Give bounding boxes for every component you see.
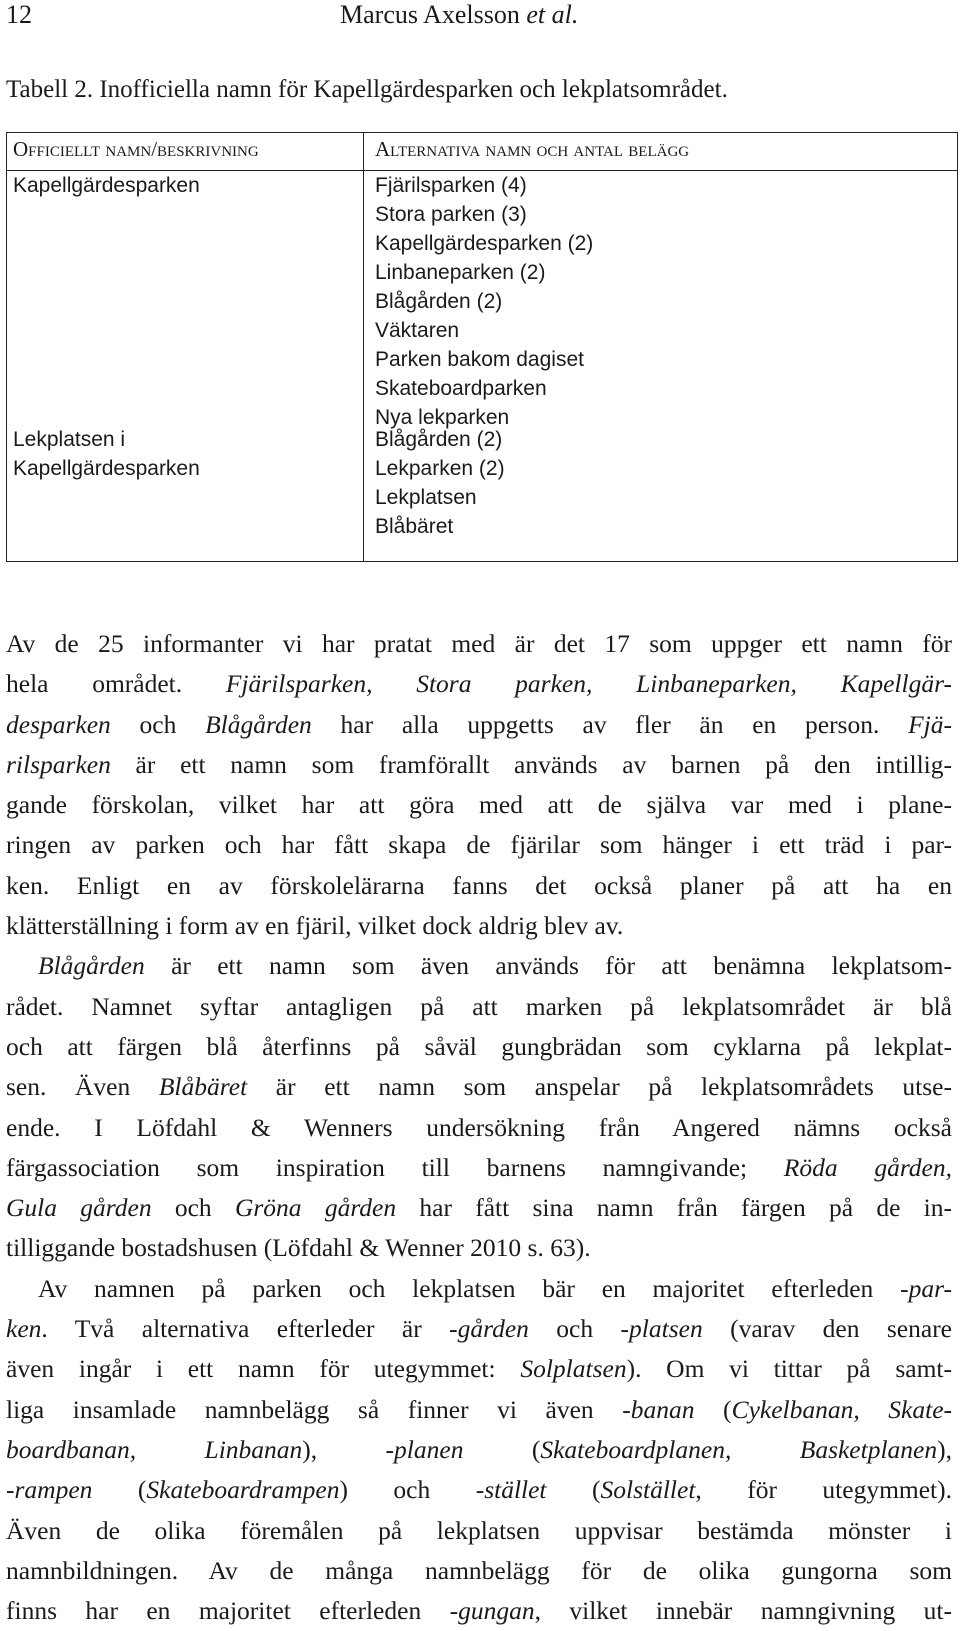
text-run: och att färgen blå återfinns på såväl gungbrädan som cyklarna på lekplat-	[6, 1031, 952, 1061]
text-run: ). Om vi tittar på samt-	[626, 1354, 952, 1384]
text-run: namnbildningen. Av de många namnbelägg för de olika gungorna som	[6, 1555, 952, 1585]
text-run: ken. Enligt en av förskolelärarna fanns det också planer på att ha en	[6, 870, 952, 900]
body-line	[6, 1228, 952, 1268]
italic-term: desparken	[6, 709, 111, 739]
alternative-name: Skateboardparken	[375, 377, 547, 400]
body-line	[6, 825, 952, 865]
body-line	[6, 1511, 952, 1551]
body-line	[6, 1470, 952, 1510]
text-run: klätterställning i form av en fjäril, vilket dock aldrig blev av.	[6, 911, 624, 941]
alternative-name: Parken bakom dagiset	[375, 348, 584, 371]
italic-term: Blåbäret	[158, 1072, 248, 1102]
italic-term: Fjä-	[908, 709, 952, 739]
italic-term: boardbanan, Linbanan	[6, 1434, 303, 1464]
italic-term: Gröna gården	[234, 1193, 397, 1223]
italic-term: par-	[908, 1273, 952, 1303]
text-run: har fått sina namn från färgen på de in-	[396, 1193, 952, 1223]
table-cell-official	[13, 171, 200, 200]
table-cell-alternatives	[375, 425, 505, 541]
text-run: Av de 25 informanter vi har pratat med är det 17 som uppger ett namn för	[6, 629, 952, 658]
table-cell-alternatives	[375, 171, 593, 432]
text-run: ),	[937, 1434, 952, 1464]
italic-term: rilsparken	[6, 749, 111, 779]
text-run: ), -	[302, 1434, 395, 1464]
text-run: finns har en majoritet efterleden -	[6, 1596, 459, 1626]
text-run: . Två alternativa efterleder är -	[41, 1314, 458, 1344]
official-name-line: Kapellgärdesparken	[13, 174, 200, 197]
text-run: och -	[528, 1314, 630, 1344]
page-number: 12	[6, 0, 32, 29]
text-run: rådet. Namnet syftar antagligen på att marken på lekplatsområdet är blå	[6, 991, 952, 1021]
text-run: och	[151, 1193, 235, 1223]
alternative-name: Fjärilsparken (4)	[375, 174, 527, 197]
body-line	[6, 1027, 952, 1067]
body-line	[6, 1148, 952, 1188]
alternative-name: Lekplatsen	[375, 486, 477, 509]
body-line	[6, 1430, 952, 1470]
italic-term: planen	[394, 1434, 464, 1464]
column-divider	[363, 133, 364, 561]
running-header	[6, 0, 946, 34]
text-run: har alla uppgetts av fler än en person.	[311, 709, 909, 739]
italic-term: Cykelbanan, Skate-	[731, 1394, 953, 1424]
body-line	[6, 664, 952, 704]
text-run: -	[6, 1475, 15, 1505]
body-line	[6, 1591, 952, 1631]
body-line	[6, 987, 952, 1027]
text-run: sen. Även	[6, 1072, 159, 1102]
text-run: är ett namn som även används för att benämna lekplatsom-	[144, 951, 952, 981]
body-line	[6, 1108, 952, 1148]
text-run: ) och -	[339, 1475, 485, 1505]
italic-term: ken	[6, 1314, 42, 1344]
table-caption: Tabell 2. Inofficiella namn för Kapellgärdesparken och lekplatsområdet.	[6, 76, 728, 103]
table-header-row	[7, 133, 957, 171]
text-run: Av namnen på parken och lekplatsen bär en majoritet efterleden -	[38, 1273, 909, 1303]
body-line	[6, 624, 952, 664]
text-run: är ett namn som framförallt används av barnen på den intillig-	[110, 749, 952, 779]
text-run: (	[463, 1434, 541, 1464]
running-head	[340, 0, 578, 30]
col-header-alternatives: Alternativa namn och antal belägg	[375, 137, 690, 161]
body-line	[6, 1067, 952, 1107]
body-line	[6, 1551, 952, 1591]
body-line	[6, 1188, 952, 1228]
alternative-name: Stora parken (3)	[375, 203, 527, 226]
text-run: färgassociation som inspiration till barnens namngivande;	[6, 1152, 784, 1182]
text-run: , vilket innebär namngivning ut-	[534, 1596, 952, 1626]
running-head-etal: et al.	[526, 0, 579, 29]
alternative-name: Väktaren	[375, 319, 460, 342]
alternative-name: Blåbäret	[375, 515, 454, 538]
italic-term: Fjärilsparken, Stora parken, Linbaneparken, Kapellgär-	[225, 669, 952, 699]
body-line	[6, 1269, 952, 1309]
body-line	[6, 1390, 952, 1430]
body-line	[6, 906, 952, 946]
body-line	[6, 705, 952, 745]
table-cell-official	[13, 425, 200, 483]
body-line	[6, 1309, 952, 1349]
italic-term: platsen	[629, 1314, 703, 1344]
alternative-name: Lekparken (2)	[375, 457, 505, 480]
italic-term: Skateboardplanen, Basketplanen	[540, 1434, 938, 1464]
text-run: , för utegymmet).	[695, 1475, 953, 1505]
italic-term: Blågården	[205, 709, 312, 739]
body-line	[6, 866, 952, 906]
italic-term: Röda gården,	[783, 1152, 952, 1182]
text-run: är ett namn som anspelar på lekplatsområdets utse-	[247, 1072, 952, 1102]
text-run: även ingår i ett namn för utegymmet:	[6, 1354, 521, 1384]
body-line	[6, 785, 952, 825]
text-run: hela området.	[6, 669, 226, 699]
text-run: liga insamlade namnbelägg så finner vi även -	[6, 1394, 631, 1424]
official-name-line: Kapellgärdesparken	[13, 457, 200, 480]
italic-term: Blågården	[38, 951, 145, 981]
italic-term: Gula gården	[6, 1193, 152, 1223]
body-line	[6, 745, 952, 785]
text-run: ende. I Löfdahl & Wenners undersökning från Angered nämns också	[6, 1112, 952, 1142]
alternative-name: Blågården (2)	[375, 290, 503, 313]
text-run: Även de olika föremålen på lekplatsen uppvisar bestämda mönster i	[6, 1515, 952, 1545]
text-run: ringen av parken och har fått skapa de fjärilar som hänger i ett träd i par-	[6, 830, 952, 860]
body-line	[6, 946, 952, 986]
text-run: gande förskolan, vilket har att göra med att de själva var med i plane-	[6, 790, 952, 820]
italic-term: gården	[457, 1314, 529, 1344]
italic-term: gungan	[458, 1596, 535, 1626]
alternative-name: Linbaneparken (2)	[375, 261, 546, 284]
names-table	[6, 132, 958, 562]
italic-term: Skateboardrampen	[146, 1475, 340, 1505]
text-run: och	[110, 709, 206, 739]
body-line	[6, 1349, 952, 1389]
text-run: (	[92, 1475, 147, 1505]
italic-term: Solplatsen	[520, 1354, 627, 1384]
alternative-name: Blågården (2)	[375, 428, 503, 451]
body-text	[6, 624, 952, 1631]
alternative-name: Kapellgärdesparken (2)	[375, 232, 594, 255]
italic-term: rampen	[14, 1475, 93, 1505]
text-run: (	[546, 1475, 601, 1505]
italic-term: Solstället	[600, 1475, 696, 1505]
text-run: (	[694, 1394, 732, 1424]
text-run: tilliggande bostadshusen (Löfdahl & Wenner 2010 s. 63).	[6, 1233, 591, 1263]
italic-term: stället	[484, 1475, 547, 1505]
running-head-authors: Marcus Axelsson	[340, 0, 520, 29]
alternative-name: Nya lekparken	[375, 406, 510, 429]
italic-term: banan	[630, 1394, 695, 1424]
col-header-official: Officiellt namn/beskrivning	[13, 137, 259, 161]
text-run: (varav den senare	[702, 1314, 952, 1344]
official-name-line: Lekplatsen i	[13, 428, 126, 451]
